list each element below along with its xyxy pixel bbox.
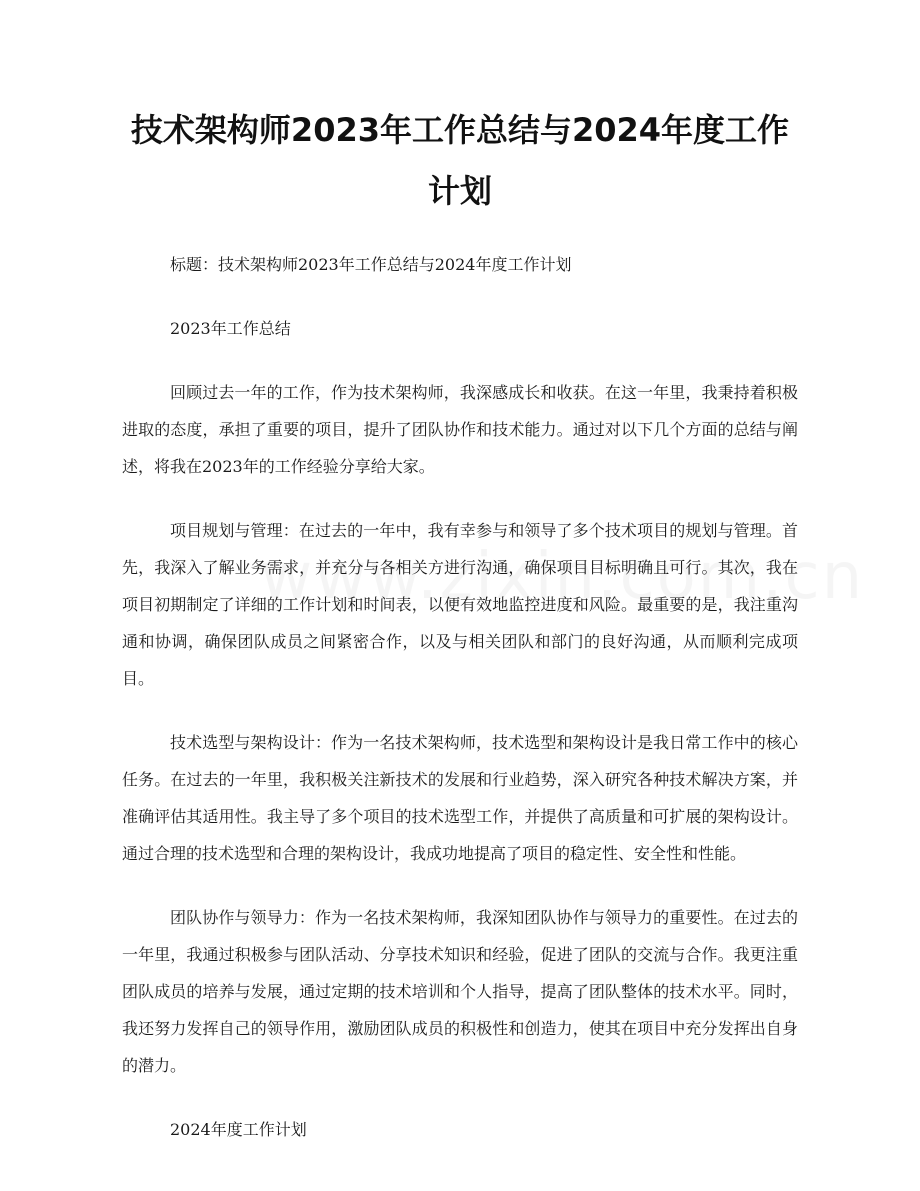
paragraph-team-leadership: 团队协作与领导力：作为一名技术架构师，我深知团队协作与领导力的重要性。在过去的一年里，我通过积极参与团队活动、分享技术知识和经验，促进了团队的交流与合作。我更注重团队成员的培养与发展，通过定期的技术培训和个人指导，提高了团队整体的技术水平。同时，我还努力发挥自己的领导作用，激励团队成员的积极性和创造力，使其在项目中充分发挥出自身的潜力。: [122, 908, 798, 1075]
paragraph-review: 回顾过去一年的工作，作为技术架构师，我深感成长和收获。在这一年里，我秉持着积极进取的态度，承担了重要的项目，提升了团队协作和技术能力。通过对以下几个方面的总结与阐述，将我在2023年的工作经验分享给大家。: [122, 383, 798, 476]
paragraph-heading-label: 标题：技术架构师2023年工作总结与2024年度工作计划: [170, 255, 572, 274]
document-title: 技术架构师2023年工作总结与2024年度工作计划: [130, 111, 790, 210]
paragraph-section-2024: 2024年度工作计划: [170, 1120, 307, 1139]
document-body: [122, 246, 798, 1175]
paragraph-section-2023: 2023年工作总结: [170, 319, 291, 338]
paragraph-project-management: 项目规划与管理：在过去的一年中，我有幸参与和领导了多个技术项目的规划与管理。首先，我深入了解业务需求，并充分与各相关方进行沟通，确保项目目标明确且可行。其次，我在项目初期制定了详细的工作计划和时间表，以便有效地监控进度和风险。最重要的是，我注重沟通和协调，确保团队成员之间紧密合作，以及与相关团队和部门的良好沟通，从而顺利完成项目。: [122, 521, 798, 688]
paragraph-architecture-design: 技术选型与架构设计：作为一名技术架构师，技术选型和架构设计是我日常工作中的核心任务。在过去的一年里，我积极关注新技术的发展和行业趋势，深入研究各种技术解决方案，并准确评估其适用性。我主导了多个项目的技术选型工作，并提供了高质量和可扩展的架构设计。通过合理的技术选型和合理的架构设计，我成功地提高了项目的稳定性、安全性和性能。: [122, 733, 798, 863]
